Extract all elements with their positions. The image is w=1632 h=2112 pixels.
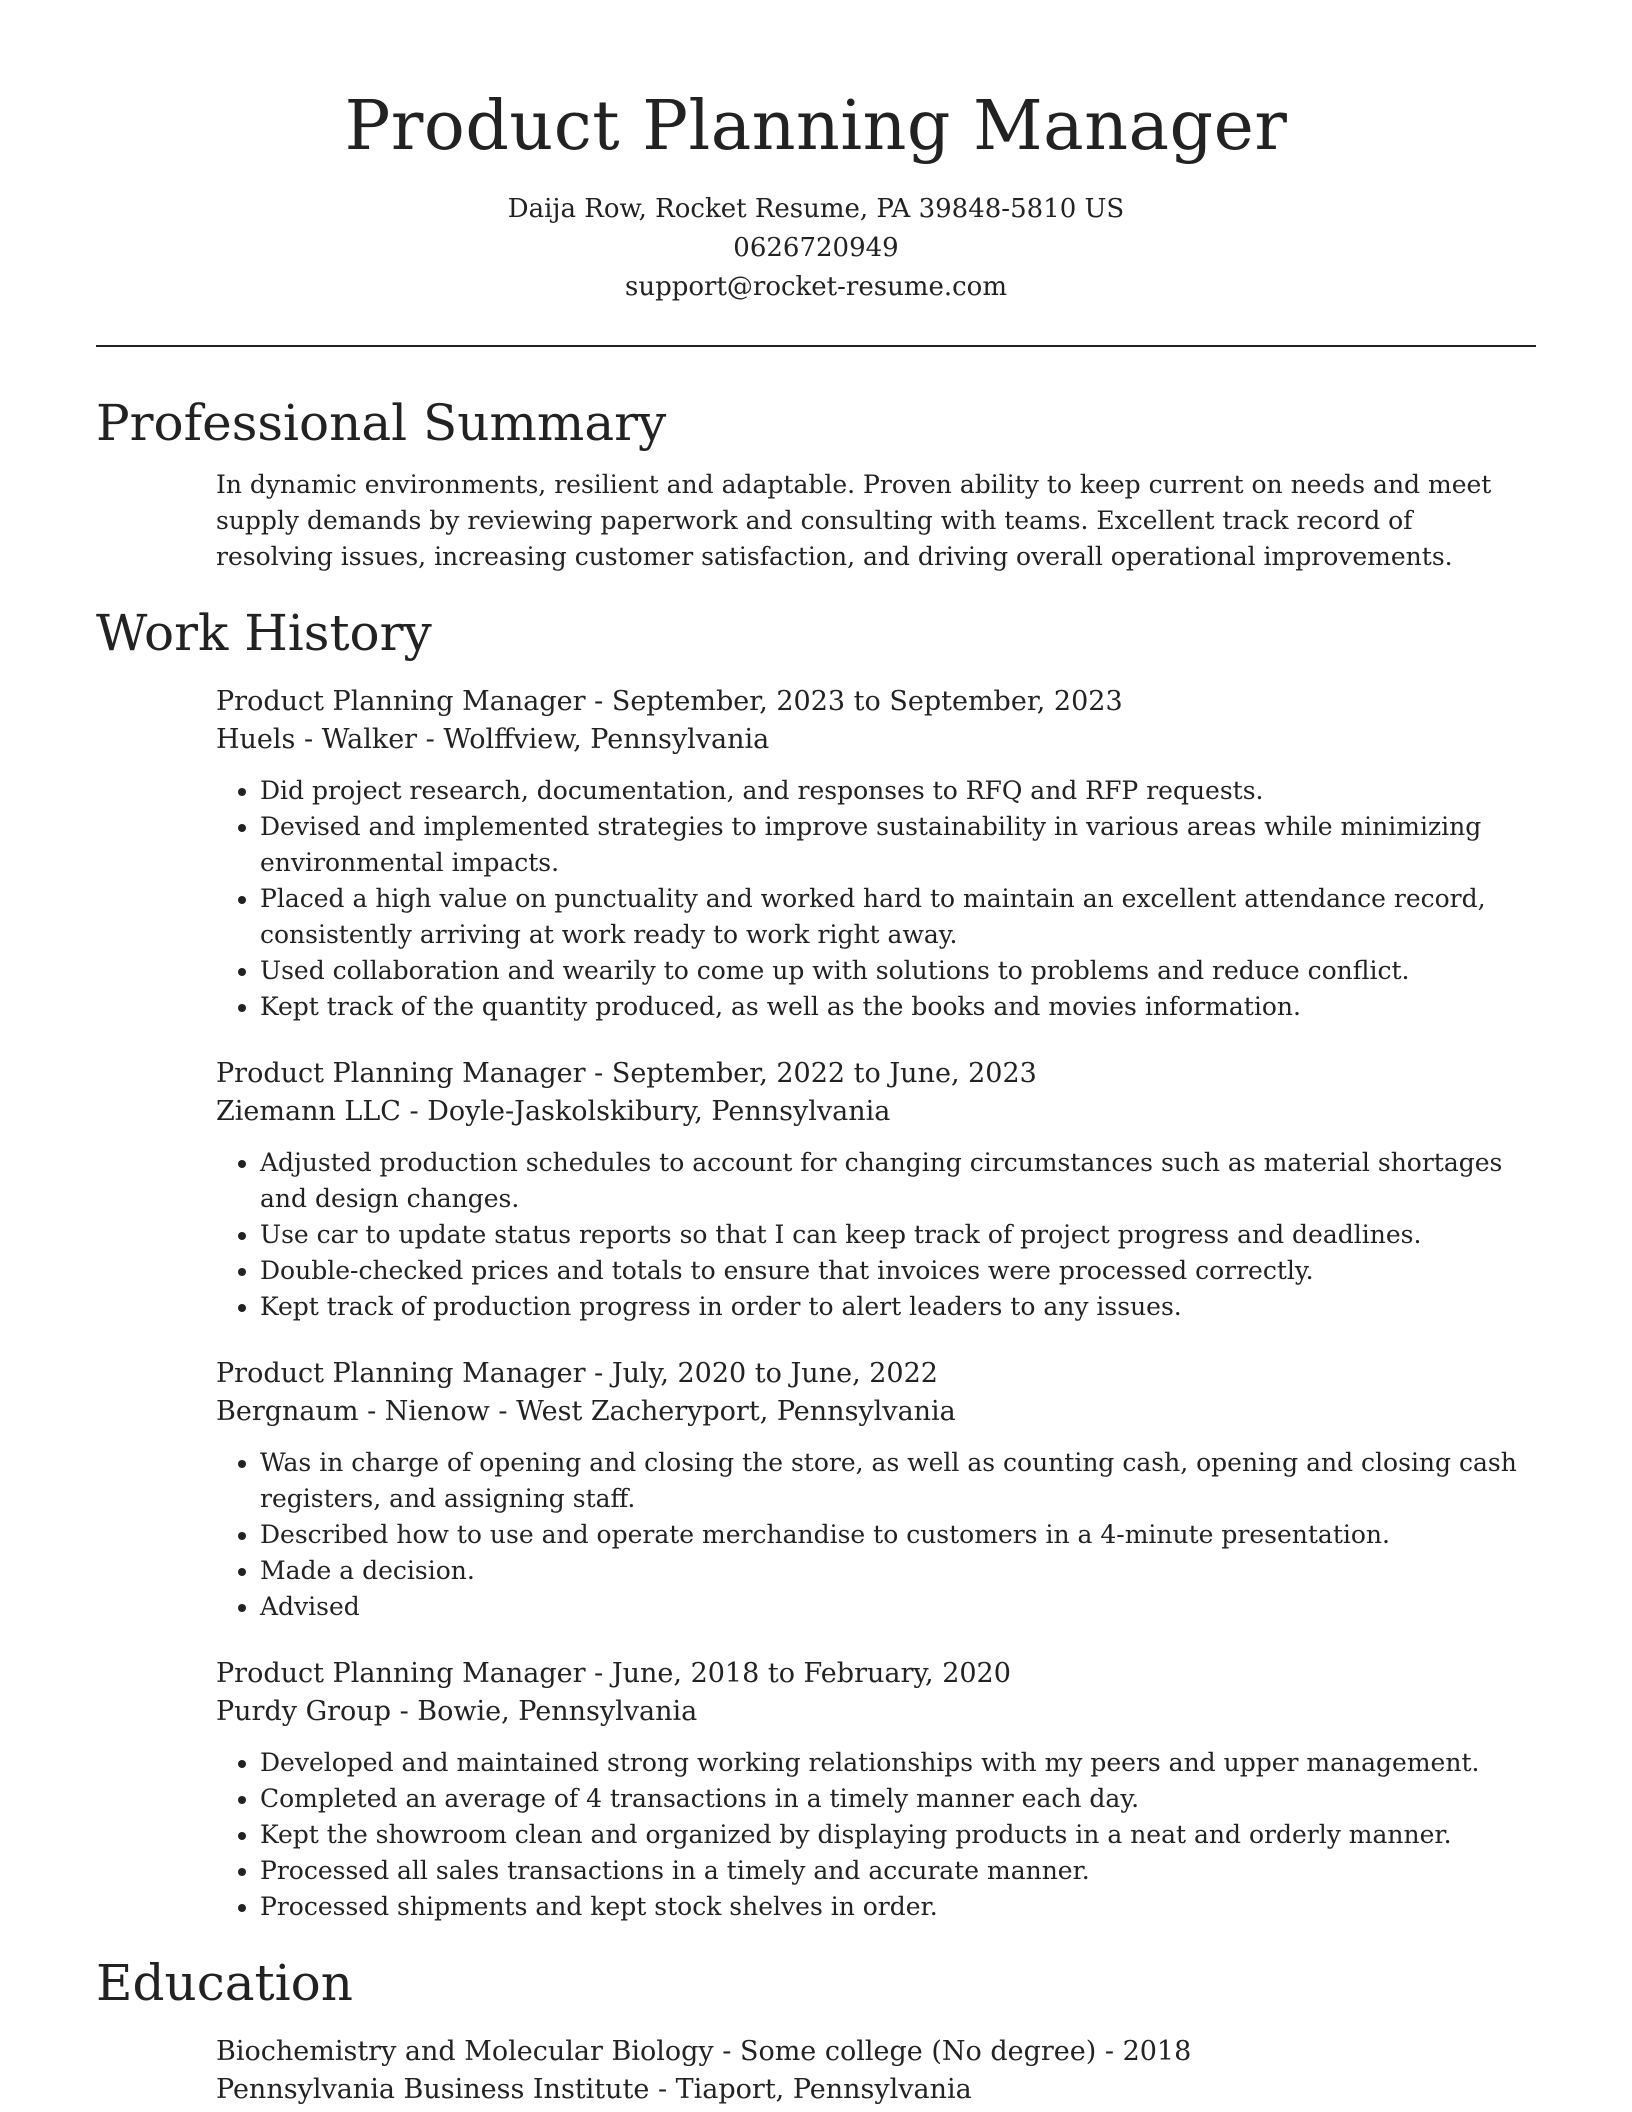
education-school: Pennsylvania Business Institute: [216, 2074, 650, 2105]
job-role: Product Planning Manager: [216, 1358, 586, 1389]
job-bullet: • Use car to update status reports so that I can keep track of project progress and deadlines.: [260, 1217, 1536, 1253]
job-bullets: [216, 1445, 1536, 1625]
job-bullet: • Devised and implemented strategies to improve sustainability in various areas while minimizing environmental impacts.: [260, 809, 1536, 881]
job-entry: [216, 1655, 1536, 1925]
education-section: [96, 2033, 1536, 2109]
job-company-line: [216, 1093, 1536, 1131]
job-location: - Wolffview, Pennsylvania: [417, 724, 770, 755]
education-location: - Tiaport, Pennsylvania: [649, 2074, 972, 2105]
summary-section: [96, 467, 1536, 575]
job-bullet: • Completed an average of 4 transactions in a timely manner each day.: [260, 1781, 1536, 1817]
job-bullet: • Placed a high value on punctuality and worked hard to maintain an excellent attendance record, consistently arriving at work ready to work right away.: [260, 881, 1536, 953]
job-company: Purdy Group: [216, 1696, 391, 1727]
job-role: Product Planning Manager: [216, 1058, 586, 1089]
job-role: Product Planning Manager: [216, 686, 586, 717]
job-role: Product Planning Manager: [216, 1658, 586, 1689]
email-line: support@rocket-resume.com: [624, 272, 1007, 302]
job-location: - West Zacheryport, Pennsylvania: [489, 1396, 956, 1427]
job-company-line: [216, 1393, 1536, 1431]
job-bullet: • Was in charge of opening and closing the store, as well as counting cash, opening and closing cash registers, and assigning staff.: [260, 1445, 1536, 1517]
job-dates: - September, 2022 to June, 2023: [585, 1058, 1037, 1089]
job-bullet: • Made a decision.: [260, 1553, 1536, 1589]
job-bullet: • Kept track of the quantity produced, as well as the books and movies information.: [260, 989, 1536, 1025]
job-dates: - June, 2018 to February, 2020: [585, 1658, 1011, 1689]
phone-line: 0626720949: [733, 233, 899, 263]
job-title-line: [216, 683, 1536, 721]
job-company: Bergnaum - Nienow: [216, 1396, 490, 1427]
job-company: Huels - Walker: [216, 724, 418, 755]
address-line: Daija Row, Rocket Resume, PA 39848-5810 US: [507, 194, 1125, 224]
work-history-heading: Work History: [96, 604, 432, 662]
job-bullet: • Used collaboration and wearily to come up with solutions to problems and reduce conflict.: [260, 953, 1536, 989]
job-bullet: • Described how to use and operate merchandise to customers in a 4-minute presentation.: [260, 1517, 1536, 1553]
contact-block: [96, 190, 1536, 307]
education-entry: [216, 2033, 1536, 2109]
candidate-title: Product Planning Manager: [344, 87, 1288, 166]
job-location: - Bowie, Pennsylvania: [391, 1696, 698, 1727]
education-school-line: [216, 2071, 1536, 2109]
job-title-line: [216, 1055, 1536, 1093]
job-entry: [216, 1055, 1536, 1325]
header-divider: [96, 345, 1536, 347]
job-location: - Doyle-Jaskolskibury, Pennsylvania: [400, 1096, 891, 1127]
job-bullets: [216, 1745, 1536, 1925]
job-company-line: [216, 1693, 1536, 1731]
job-bullet: • Kept the showroom clean and organized by displaying products in a neat and orderly manner.: [260, 1817, 1536, 1853]
job-dates: - September, 2023 to September, 2023: [585, 686, 1123, 717]
job-title-line: [216, 1355, 1536, 1393]
resume-header: [96, 0, 1536, 307]
job-bullet: • Adjusted production schedules to account for changing circumstances such as material shortages and design changes.: [260, 1145, 1536, 1217]
resume-page: [96, 0, 1536, 2109]
job-entry: [216, 1355, 1536, 1625]
job-bullet: • Advised: [260, 1589, 1536, 1625]
job-company-line: [216, 721, 1536, 759]
job-title-line: [216, 1655, 1536, 1693]
education-heading: Education: [96, 1954, 353, 2012]
job-bullet: • Processed shipments and kept stock shelves in order.: [260, 1889, 1536, 1925]
job-bullet: • Did project research, documentation, and responses to RFQ and RFP requests.: [260, 773, 1536, 809]
job-bullets: [216, 773, 1536, 1025]
job-bullet: • Double-checked prices and totals to ensure that invoices were processed correctly.: [260, 1253, 1536, 1289]
education-degree-line: Biochemistry and Molecular Biology - Some college (No degree) - 2018: [216, 2036, 1192, 2067]
work-history-section: [96, 683, 1536, 1925]
job-company: Ziemann LLC: [216, 1096, 401, 1127]
job-bullets: [216, 1145, 1536, 1325]
summary-heading: Professional Summary: [96, 394, 667, 452]
summary-text: In dynamic environments, resilient and adaptable. Proven ability to keep current on needs and meet supply demands by reviewing paperwork and consulting with teams. Excellent track record of resolving issues, increasing customer satisfaction, and driving overall operational improvements.: [216, 470, 1492, 571]
job-bullet: • Developed and maintained strong working relationships with my peers and upper management.: [260, 1745, 1536, 1781]
job-bullet: • Kept track of production progress in order to alert leaders to any issues.: [260, 1289, 1536, 1325]
job-entry: [216, 683, 1536, 1025]
job-dates: - July, 2020 to June, 2022: [585, 1358, 938, 1389]
job-bullet: • Processed all sales transactions in a timely and accurate manner.: [260, 1853, 1536, 1889]
